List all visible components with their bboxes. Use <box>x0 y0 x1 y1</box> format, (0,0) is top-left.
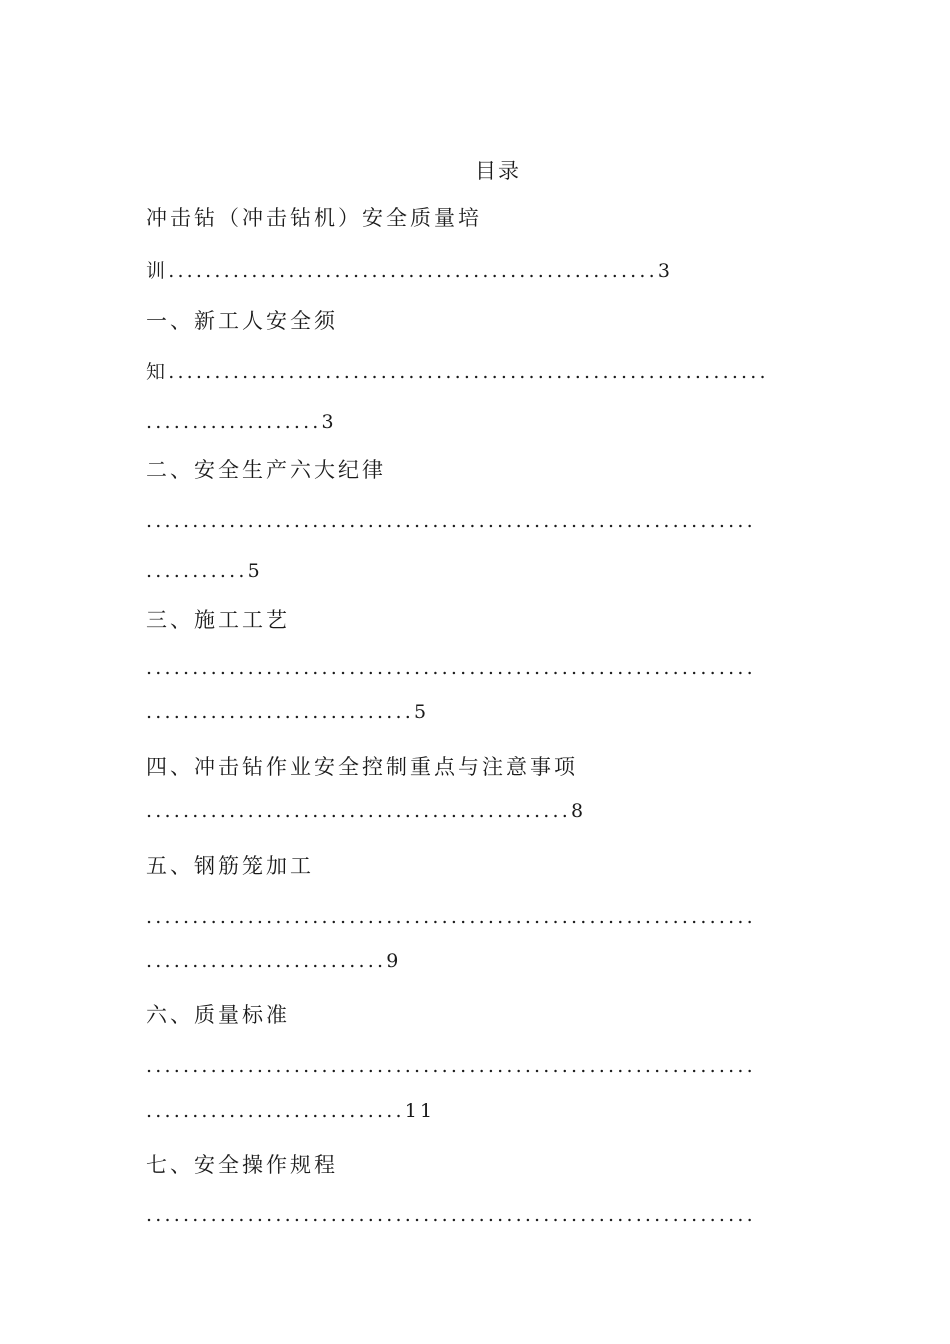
toc-line: 冲击钻（冲击钻机）安全质量培 <box>146 206 482 230</box>
toc-line: 六、质量标准 <box>146 1003 290 1027</box>
toc-line: 五、钢筋笼加工 <box>146 854 314 878</box>
toc-line: 三、施工工艺 <box>146 608 290 632</box>
toc-line: ..............................................8 <box>146 800 587 822</box>
toc-line: 训.....................................................3 <box>146 260 674 282</box>
toc-line: ...................3 <box>146 411 337 433</box>
toc-line: ............................11 <box>146 1100 436 1122</box>
toc-line: .................................................................. <box>146 906 756 928</box>
toc-line: ..........................9 <box>146 950 402 972</box>
toc-line: 知................................................................. <box>146 361 769 383</box>
toc-line: 二、安全生产六大纪律 <box>146 458 386 482</box>
toc-title: 目录 <box>475 159 521 183</box>
toc-line: .............................5 <box>146 701 430 723</box>
toc-line: 四、冲击钻作业安全控制重点与注意事项 <box>146 755 578 779</box>
toc-line: 一、新工人安全须 <box>146 309 338 333</box>
toc-line: .................................................................. <box>146 510 756 532</box>
toc-line: 七、安全操作规程 <box>146 1153 338 1177</box>
toc-line: .................................................................. <box>146 1204 756 1226</box>
toc-line: ...........5 <box>146 560 263 582</box>
toc-line: .................................................................. <box>146 657 756 679</box>
toc-line: .................................................................. <box>146 1055 756 1077</box>
